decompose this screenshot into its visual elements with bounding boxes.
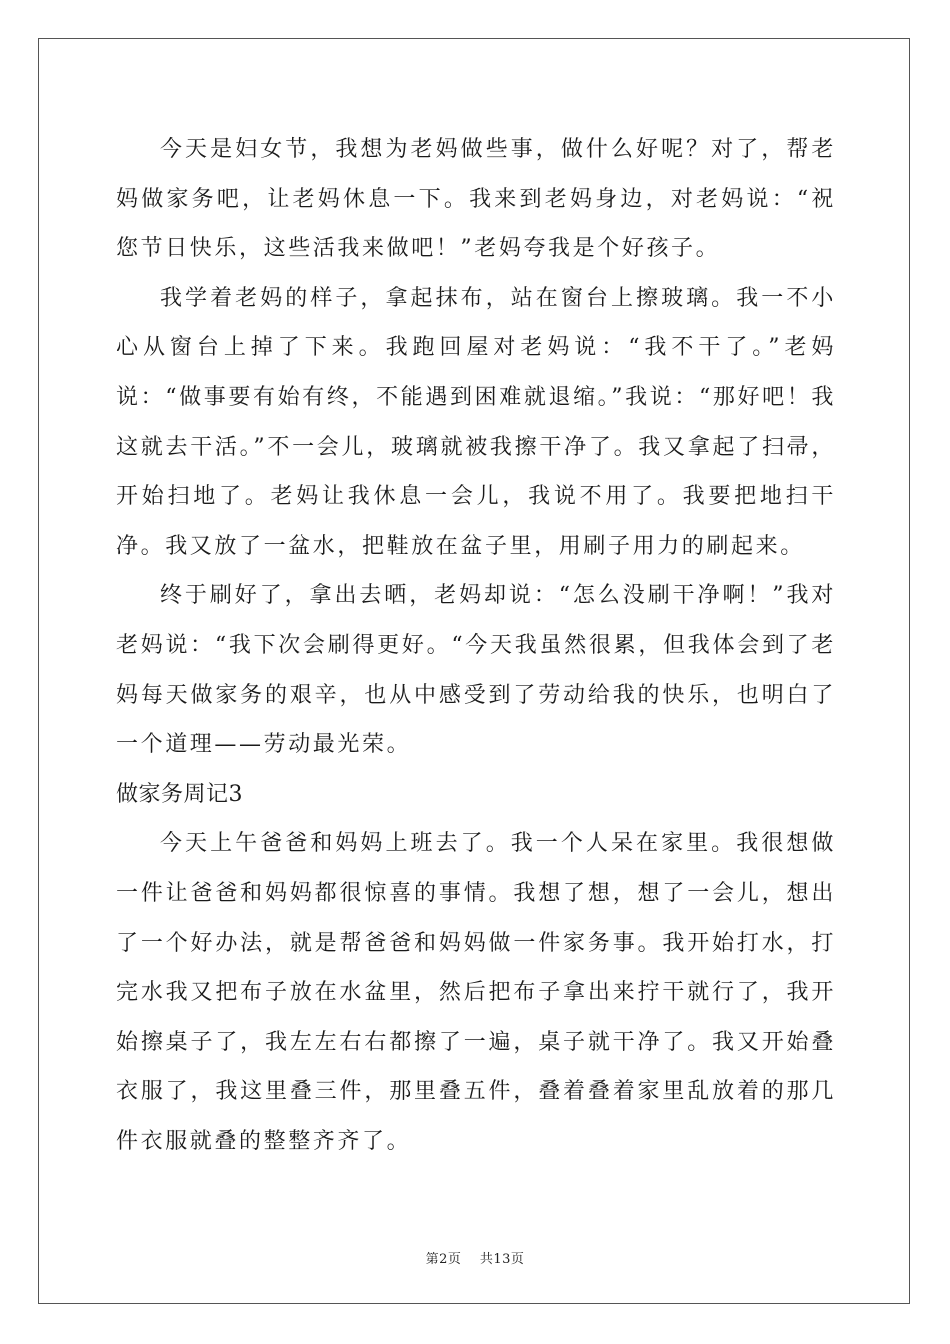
section-title: 做家务周记3: [116, 781, 243, 807]
page-number: 第2页: [425, 1252, 462, 1267]
paragraph-1: 今天是妇女节，我想为老妈做些事，做什么好呢？对了，帮老妈做家务吧，让老妈休息一下。我来到老妈身边，对老妈说：“祝您节日快乐，这些活我来做吧！”老妈夸我是个好孩子。: [116, 137, 836, 262]
paragraph-3: 终于刷好了，拿出去晒，老妈却说：“怎么没刷干净啊！”我对老妈说：“我下次会刷得更好。“今天我虽然很累，但我体会到了老妈每天做家务的艰辛，也从中感受到了劳动给我的快乐，也明白了一个道理——劳动最光荣。: [116, 583, 836, 758]
section-paragraph-1: 今天上午爸爸和妈妈上班去了。我一个人呆在家里。我很想做一件让爸爸和妈妈都很惊喜的事情。我想了想，想了一会儿，想出了一个好办法，就是帮爸爸和妈妈做一件家务事。我开始打水，打完水我又把布子放在水盆里，然后把布子拿出来拧干就行了，我开始擦桌子了，我左左右右都擦了一遍，桌子就干净了。我又开始叠衣服了，我这里叠三件，那里叠五件，叠着叠着家里乱放着的那几件衣服就叠的整整齐齐了。: [116, 831, 836, 1154]
page-footer: [0, 1248, 950, 1267]
paragraph-2: 我学着老妈的样子，拿起抹布，站在窗台上擦玻璃。我一不小心从窗台上掉了下来。我跑回屋对老妈说：“我不干了。”老妈说：“做事要有始有终，不能遇到困难就退缩。”我说：“那好吧！我这就去干活。”不一会儿，玻璃就被我擦干净了。我又拿起了扫帚，开始扫地了。老妈让我休息一会儿，我说不用了。我要把地扫干净。我又放了一盆水，把鞋放在盆子里，用刷子用力的刷起来。: [116, 285, 836, 559]
total-pages: 共13页: [479, 1252, 525, 1267]
document-body: [116, 125, 836, 1166]
